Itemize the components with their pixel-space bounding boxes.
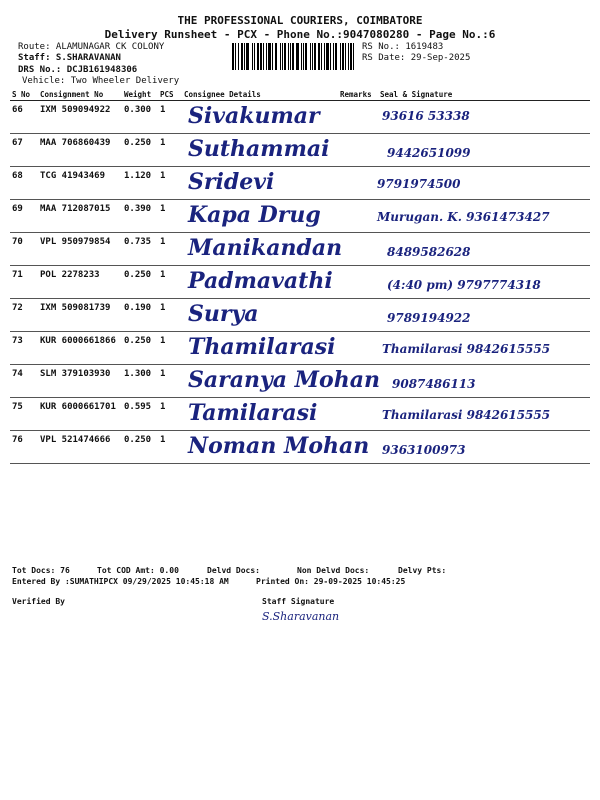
barcode-bar (254, 43, 255, 70)
sno-cell: 69 (10, 200, 38, 233)
barcode-bar (303, 43, 304, 70)
signature-cell (378, 167, 590, 200)
barcode-bar (284, 43, 286, 70)
weight-cell: 0.250 (122, 431, 158, 464)
barcode-bar (310, 43, 311, 70)
barcode-bar (244, 43, 245, 70)
consignment-cell: TCG 41943469 (38, 167, 122, 200)
barcode-bar (266, 43, 267, 70)
signature-handwriting: 9442651099 (387, 146, 471, 160)
consignee-cell (182, 365, 378, 398)
consignee-handwriting: Sivakumar (188, 103, 320, 129)
consignee-handwriting: Noman Mohan (188, 433, 370, 459)
consignee-cell (182, 233, 378, 266)
consignee-handwriting: Tamilarasi (188, 400, 318, 426)
pcs-cell: 1 (158, 200, 182, 233)
non-delivered-docs: Non Delvd Docs: (297, 566, 370, 575)
pcs-cell: 1 (158, 299, 182, 332)
barcode-bar (260, 43, 262, 70)
weight-cell: 0.250 (122, 332, 158, 365)
consignment-cell: VPL 950979854 (38, 233, 122, 266)
staff-handwritten-signature: S.Sharavanan (262, 610, 340, 623)
entered-by: Entered By :SUMATHIPCX 09/29/2025 10:45:18 AM (12, 577, 229, 586)
consignee-cell (182, 101, 378, 134)
pcs-cell: 1 (158, 167, 182, 200)
barcode-bar (268, 43, 271, 70)
consignee-handwriting: Surya (188, 301, 259, 327)
barcode-bar (340, 43, 341, 70)
barcode-image (232, 43, 356, 70)
signature-cell (378, 101, 590, 134)
table-row (10, 365, 590, 398)
sno-cell: 73 (10, 332, 38, 365)
consignment-cell: VPL 521474666 (38, 431, 122, 464)
barcode-bar (235, 43, 236, 70)
signature-cell (378, 266, 590, 299)
barcode-bar (324, 43, 325, 70)
col-consignment: Consignment No (38, 88, 122, 101)
signature-cell (378, 431, 590, 464)
consignee-handwriting: Kapa Drug (188, 202, 321, 228)
barcode-bar (353, 43, 354, 70)
pcs-cell: 1 (158, 398, 182, 431)
barcode-bar (241, 43, 243, 70)
signature-handwriting: 8489582628 (387, 245, 471, 259)
barcode-bar (288, 43, 289, 70)
weight-cell: 0.250 (122, 266, 158, 299)
consignee-cell (182, 398, 378, 431)
staff-label: Staff: S.SHARAVANAN (18, 53, 121, 63)
route-label: Route: ALAMUNAGAR CK COLONY (18, 42, 165, 52)
signature-handwriting: (4:40 pm) 9797774318 (387, 278, 541, 292)
signature-cell (378, 332, 590, 365)
table-row (10, 101, 590, 134)
barcode-bar (326, 43, 329, 70)
delivered-docs: Delvd Docs: (207, 566, 260, 575)
consignee-cell (182, 431, 378, 464)
consignment-cell: MAA 712087015 (38, 200, 122, 233)
weight-cell: 0.190 (122, 299, 158, 332)
signature-handwriting: Thamilarasi 9842615555 (382, 408, 551, 422)
table-row (10, 431, 590, 464)
barcode-bar (335, 43, 337, 70)
consignee-cell (182, 200, 378, 233)
runsheet-table (10, 88, 590, 464)
col-weight: Weight (122, 88, 158, 101)
table-row (10, 200, 590, 233)
total-cod: Tot COD Amt: 0.00 (97, 566, 179, 575)
consignee-handwriting: Padmavathi (188, 268, 333, 294)
barcode-bar (342, 43, 344, 70)
signature-cell (378, 200, 590, 233)
weight-cell: 0.250 (122, 134, 158, 167)
barcode-bar (232, 43, 234, 70)
table-header-row (10, 88, 590, 101)
signature-cell (378, 299, 590, 332)
weight-cell: 1.120 (122, 167, 158, 200)
consignee-cell (182, 299, 378, 332)
barcode-bar (296, 43, 299, 70)
weight-cell: 0.735 (122, 233, 158, 266)
consignment-cell: IXM 509081739 (38, 299, 122, 332)
barcode-bar (257, 43, 259, 70)
barcode-bar (314, 43, 316, 70)
barcode-bar (263, 43, 264, 70)
pcs-cell: 1 (158, 365, 182, 398)
barcode-bar (345, 43, 346, 70)
company-title: THE PROFESSIONAL COURIERS, COIMBATORE (177, 14, 423, 27)
sno-cell: 75 (10, 398, 38, 431)
consignee-handwriting: Manikandan (188, 235, 343, 261)
barcode-bar (272, 43, 273, 70)
signature-handwriting: 9791974500 (377, 177, 461, 191)
table-row (10, 134, 590, 167)
table-row (10, 266, 590, 299)
rs-number: RS No.: 1619483 (362, 42, 444, 52)
staff-signature-label: Staff Signature (262, 597, 335, 606)
barcode-bar (350, 43, 352, 70)
table-row (10, 398, 590, 431)
consignee-cell (182, 332, 378, 365)
vehicle-label: Vehicle: Two Wheeler Delivery (22, 76, 180, 86)
consignment-cell: IXM 509094922 (38, 101, 122, 134)
drs-label: DRS No.: DCJB161948306 (18, 65, 138, 75)
barcode-bar (305, 43, 307, 70)
barcode-bar (246, 43, 249, 70)
sno-cell: 76 (10, 431, 38, 464)
consignee-handwriting: Sridevi (188, 169, 275, 195)
consignment-cell: MAA 706860439 (38, 134, 122, 167)
runsheet-subtitle: Delivery Runsheet - PCX - Phone No.:9047080280 - Page No.:6 (104, 28, 496, 41)
sno-cell: 68 (10, 167, 38, 200)
signature-cell (378, 398, 590, 431)
barcode-bar (321, 43, 322, 70)
barcode-bar (330, 43, 331, 70)
delivery-points: Delvy Pts: (398, 566, 447, 575)
signature-handwriting: 9087486113 (392, 377, 476, 391)
pcs-cell: 1 (158, 233, 182, 266)
rs-date: RS Date: 29-Sep-2025 (362, 53, 471, 63)
signature-handwriting: Murugan. K. 9361473427 (377, 210, 550, 224)
barcode-bar (282, 43, 283, 70)
consignment-cell: KUR 6000661866 (38, 332, 122, 365)
barcode-bar (301, 43, 302, 70)
signature-cell (378, 365, 590, 398)
table-row (10, 332, 590, 365)
verified-by: Verified By (12, 597, 65, 606)
signature-handwriting: Thamilarasi 9842615555 (382, 342, 551, 356)
weight-cell: 0.595 (122, 398, 158, 431)
barcode-bar (333, 43, 334, 70)
barcode-bar (275, 43, 277, 70)
barcode-bar (280, 43, 281, 70)
table-row (10, 167, 590, 200)
col-pcs: PCS (158, 88, 182, 101)
barcode-bar (292, 43, 294, 70)
col-signature: Seal & Signature (378, 88, 590, 101)
table-row (10, 233, 590, 266)
consignee-cell (182, 266, 378, 299)
col-remarks: Remarks (338, 88, 378, 101)
total-docs: Tot Docs: 76 (12, 566, 70, 575)
sno-cell: 71 (10, 266, 38, 299)
consignee-handwriting: Suthammai (188, 136, 330, 162)
weight-cell: 0.300 (122, 101, 158, 134)
pcs-cell: 1 (158, 266, 182, 299)
signature-cell (378, 134, 590, 167)
weight-cell: 0.390 (122, 200, 158, 233)
signature-handwriting: 9789194922 (387, 311, 471, 325)
barcode-bar (252, 43, 253, 70)
consignment-cell: SLM 379103930 (38, 365, 122, 398)
barcode-bar (318, 43, 320, 70)
sno-cell: 70 (10, 233, 38, 266)
col-sno: S No (10, 88, 38, 101)
sno-cell: 66 (10, 101, 38, 134)
sno-cell: 72 (10, 299, 38, 332)
sno-cell: 67 (10, 134, 38, 167)
barcode-bar (290, 43, 291, 70)
consignment-cell: KUR 6000661701 (38, 398, 122, 431)
consignee-cell (182, 167, 378, 200)
signature-cell (378, 233, 590, 266)
barcode-bar (238, 43, 239, 70)
consignment-cell: POL 2278233 (38, 266, 122, 299)
pcs-cell: 1 (158, 101, 182, 134)
col-consignee: Consignee Details (182, 88, 338, 101)
printed-on: Printed On: 29-09-2025 10:45:25 (256, 577, 406, 586)
barcode-bar (348, 43, 349, 70)
signature-handwriting: 93616 53338 (382, 109, 470, 123)
consignee-handwriting: Saranya Mohan (188, 367, 380, 393)
weight-cell: 1.300 (122, 365, 158, 398)
pcs-cell: 1 (158, 431, 182, 464)
table-row (10, 299, 590, 332)
barcode-bar (312, 43, 313, 70)
pcs-cell: 1 (158, 134, 182, 167)
consignee-handwriting: Thamilarasi (188, 334, 336, 360)
signature-handwriting: 9363100973 (382, 443, 466, 457)
pcs-cell: 1 (158, 332, 182, 365)
consignee-cell (182, 134, 378, 167)
sno-cell: 74 (10, 365, 38, 398)
